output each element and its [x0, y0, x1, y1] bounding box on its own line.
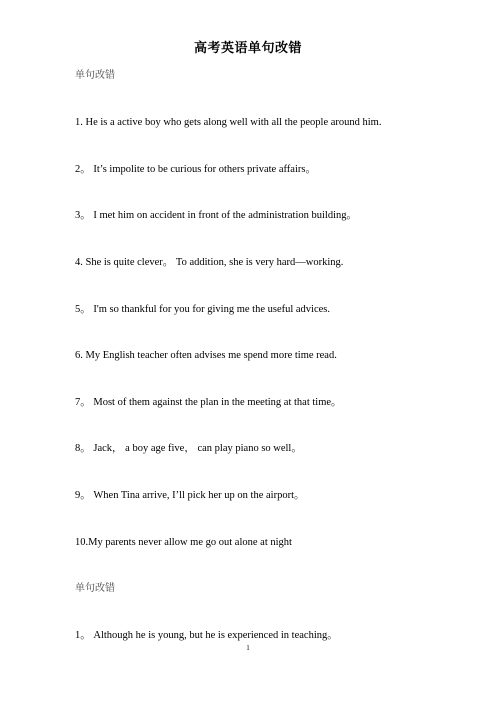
list-item: 8。 Jack， a boy age five， can play piano so well。 [75, 443, 302, 454]
document-title: 高考英语单句改错 [193, 41, 302, 56]
list-item: 10.My parents never allow me go out alone at night [75, 537, 292, 548]
list-item: 1。 Although he is young, but he is experienced in teaching。 [75, 630, 338, 641]
list-item: 6. My English teacher often advises me spend more time read. [75, 350, 337, 361]
list-item: 9。 When Tina arrive, I’ll pick her up on the airport。 [75, 490, 305, 501]
list-item: 5。 I'm so thankful for you for giving me the useful advices. [75, 304, 331, 315]
list-item: 1. He is a active boy who gets along well with all the people around him. [75, 117, 382, 128]
page-number: 1 [246, 644, 250, 652]
list-item: 4. She is quite clever。 To addition, she is very hard—working. [75, 257, 344, 268]
section-heading: 单句改错 [75, 583, 115, 594]
list-item: 2。 It’s impolite to be curious for others private affairs。 [75, 164, 316, 175]
list-item: 3。 I met him on accident in front of the administration building。 [75, 210, 357, 221]
list-item: 7。 Most of them against the plan in the meeting at that time。 [75, 397, 342, 408]
section-heading: 单句改错 [75, 70, 115, 81]
